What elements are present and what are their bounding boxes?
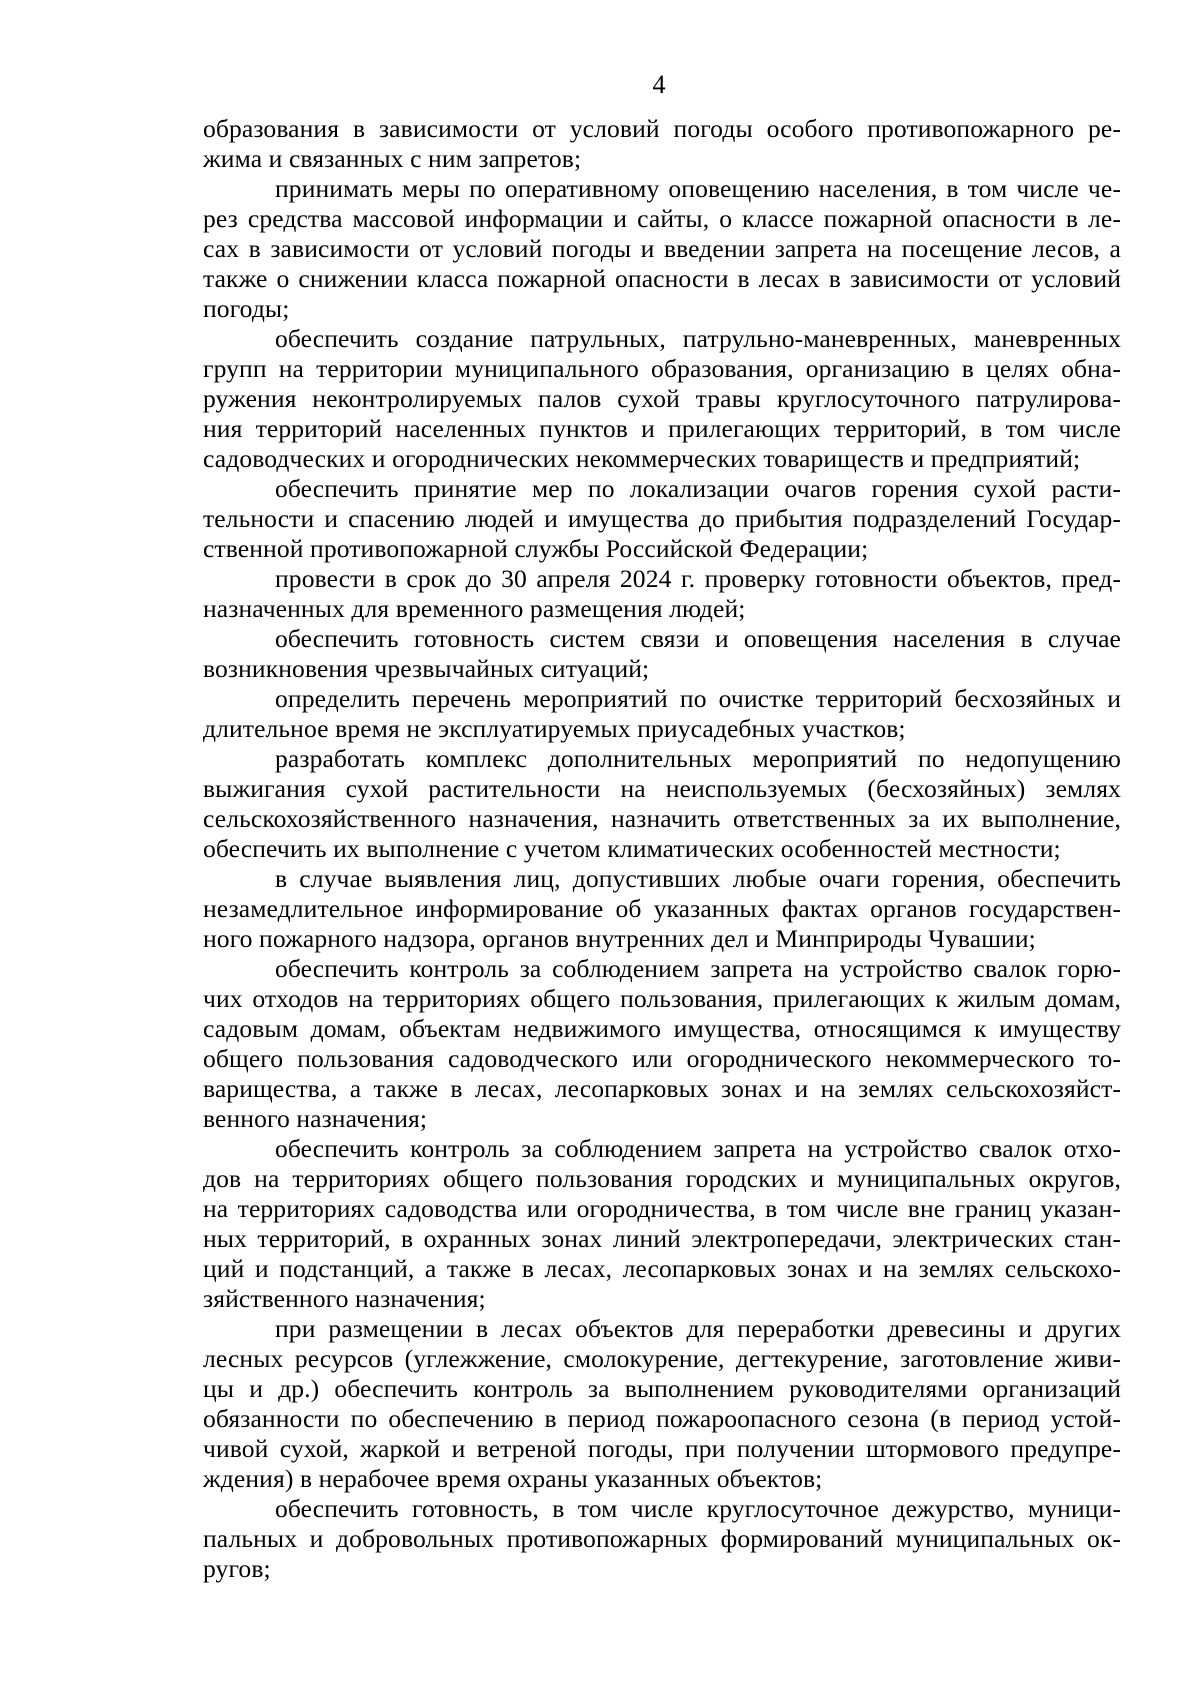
paragraph bbox=[203, 744, 1121, 864]
text-line: общего пользования садоводческого или огороднического некоммерческого то- bbox=[203, 1044, 1121, 1073]
text-line: обеспечить принятие мер по локализации очагов горения сухой расти- bbox=[275, 474, 1121, 503]
paragraph bbox=[203, 954, 1121, 1134]
text-line: ных территорий, в охранных зонах линий электропередачи, электрических стан- bbox=[203, 1224, 1121, 1253]
paragraph bbox=[203, 474, 1121, 564]
paragraph bbox=[203, 564, 1121, 624]
text-line: на территориях садоводства или огородничества, в том числе вне границ указан- bbox=[203, 1194, 1121, 1223]
text-line: обязанности по обеспечению в период пожароопасного сезона (в период устой- bbox=[203, 1404, 1121, 1433]
text-line: ций и подстанций, а также в лесах, лесопарковых зонах и на землях сельскохо- bbox=[203, 1254, 1121, 1283]
text-line: определить перечень мероприятий по очистке территорий бесхозяйных и bbox=[275, 684, 1121, 713]
text-line: ругов; bbox=[203, 1554, 271, 1583]
text-line: садоводческих и огороднических некоммерческих товариществ и предприятий; bbox=[203, 444, 1081, 473]
text-line: выжигания сухой растительности на неиспользуемых (бесхозяйных) землях bbox=[203, 774, 1121, 803]
text-line: принимать меры по оперативному оповещению населения, в том числе че- bbox=[275, 174, 1121, 203]
text-line: жима и связанных с ним запретов; bbox=[203, 144, 582, 173]
text-line: лесных ресурсов (углежжение, смолокурение, дегтекурение, заготовление живи- bbox=[203, 1344, 1121, 1373]
text-line: тельности и спасению людей и имущества до прибытия подразделений Государ- bbox=[203, 504, 1121, 533]
paragraph bbox=[203, 1314, 1121, 1494]
text-line: провести в срок до 30 апреля 2024 г. проверку готовности объектов, пред- bbox=[275, 564, 1121, 593]
text-line: обеспечить контроль за соблюдением запрета на устройство свалок горю- bbox=[275, 954, 1121, 983]
text-line: дов на территориях общего пользования городских и муниципальных округов, bbox=[203, 1164, 1121, 1193]
text-line: обеспечить создание патрульных, патрульно-маневренных, маневренных bbox=[275, 324, 1121, 353]
text-line: обеспечить готовность систем связи и оповещения населения в случае bbox=[275, 624, 1121, 653]
text-line: обеспечить их выполнение с учетом климатических особенностей местности; bbox=[203, 834, 1061, 863]
text-line: разработать комплекс дополнительных мероприятий по недопущению bbox=[275, 744, 1121, 773]
text-line: чивой сухой, жаркой и ветреной погоды, при получении штормового предупре- bbox=[203, 1434, 1121, 1463]
text-line: обеспечить готовность, в том числе круглосуточное дежурство, муници- bbox=[275, 1494, 1121, 1523]
paragraph bbox=[203, 1494, 1121, 1584]
paragraph bbox=[203, 684, 1121, 744]
text-line: при размещении в лесах объектов для переработки древесины и других bbox=[275, 1314, 1121, 1343]
text-line: групп на территории муниципального образования, организацию в целях обна- bbox=[203, 354, 1121, 383]
paragraph bbox=[203, 624, 1121, 684]
paragraph bbox=[203, 114, 1121, 174]
text-line: погоды; bbox=[203, 294, 290, 323]
text-line: длительное время не эксплуатируемых приусадебных участков; bbox=[203, 714, 906, 743]
text-line: сах в зависимости от условий погоды и введении запрета на посещение лесов, а bbox=[203, 234, 1121, 263]
text-line: чих отходов на территориях общего пользования, прилегающих к жилым домам, bbox=[203, 984, 1121, 1013]
paragraph bbox=[203, 324, 1121, 474]
text-line: цы и др.) обеспечить контроль за выполнением руководителями организаций bbox=[203, 1374, 1121, 1403]
text-line: рез средства массовой информации и сайты, о классе пожарной опасности в ле- bbox=[203, 204, 1121, 233]
text-line: зяйственного назначения; bbox=[203, 1284, 486, 1313]
text-line: ждения) в нерабочее время охраны указанных объектов; bbox=[203, 1464, 823, 1493]
text-line: в случае выявления лиц, допустивших любые очаги горения, обеспечить bbox=[275, 864, 1121, 893]
text-line: ружения неконтролируемых палов сухой травы круглосуточного патрулирова- bbox=[203, 384, 1121, 413]
text-line: ния территорий населенных пунктов и прилегающих территорий, в том числе bbox=[203, 414, 1121, 443]
text-line: ственной противопожарной службы Российской Федерации; bbox=[203, 534, 869, 563]
text-line: обеспечить контроль за соблюдением запрета на устройство свалок отхо- bbox=[275, 1134, 1121, 1163]
paragraph bbox=[203, 864, 1121, 954]
paragraph bbox=[203, 1134, 1121, 1314]
text-line: пальных и добровольных противопожарных формирований муниципальных ок- bbox=[203, 1524, 1121, 1553]
text-line: венного назначения; bbox=[203, 1104, 428, 1133]
text-line: возникновения чрезвычайных ситуаций; bbox=[203, 654, 650, 683]
text-line: садовым домам, объектам недвижимого имущества, относящимся к имуществу bbox=[203, 1014, 1121, 1043]
paragraph bbox=[203, 174, 1121, 324]
text-line: варищества, а также в лесах, лесопарковых зонах и на землях сельскохозяйст- bbox=[203, 1074, 1121, 1103]
document-body bbox=[203, 114, 1121, 1584]
page-number: 4 bbox=[652, 70, 666, 99]
text-line: образования в зависимости от условий погоды особого противопожарного ре- bbox=[203, 114, 1121, 143]
text-line: сельскохозяйственного назначения, назначить ответственных за их выполнение, bbox=[203, 804, 1121, 833]
text-line: незамедлительное информирование об указанных фактах органов государствен- bbox=[203, 894, 1121, 923]
text-line: назначенных для временного размещения людей; bbox=[203, 594, 746, 623]
text-line: также о снижении класса пожарной опасности в лесах в зависимости от условий bbox=[203, 264, 1121, 293]
text-line: ного пожарного надзора, органов внутренних дел и Минприроды Чувашии; bbox=[203, 924, 1036, 953]
